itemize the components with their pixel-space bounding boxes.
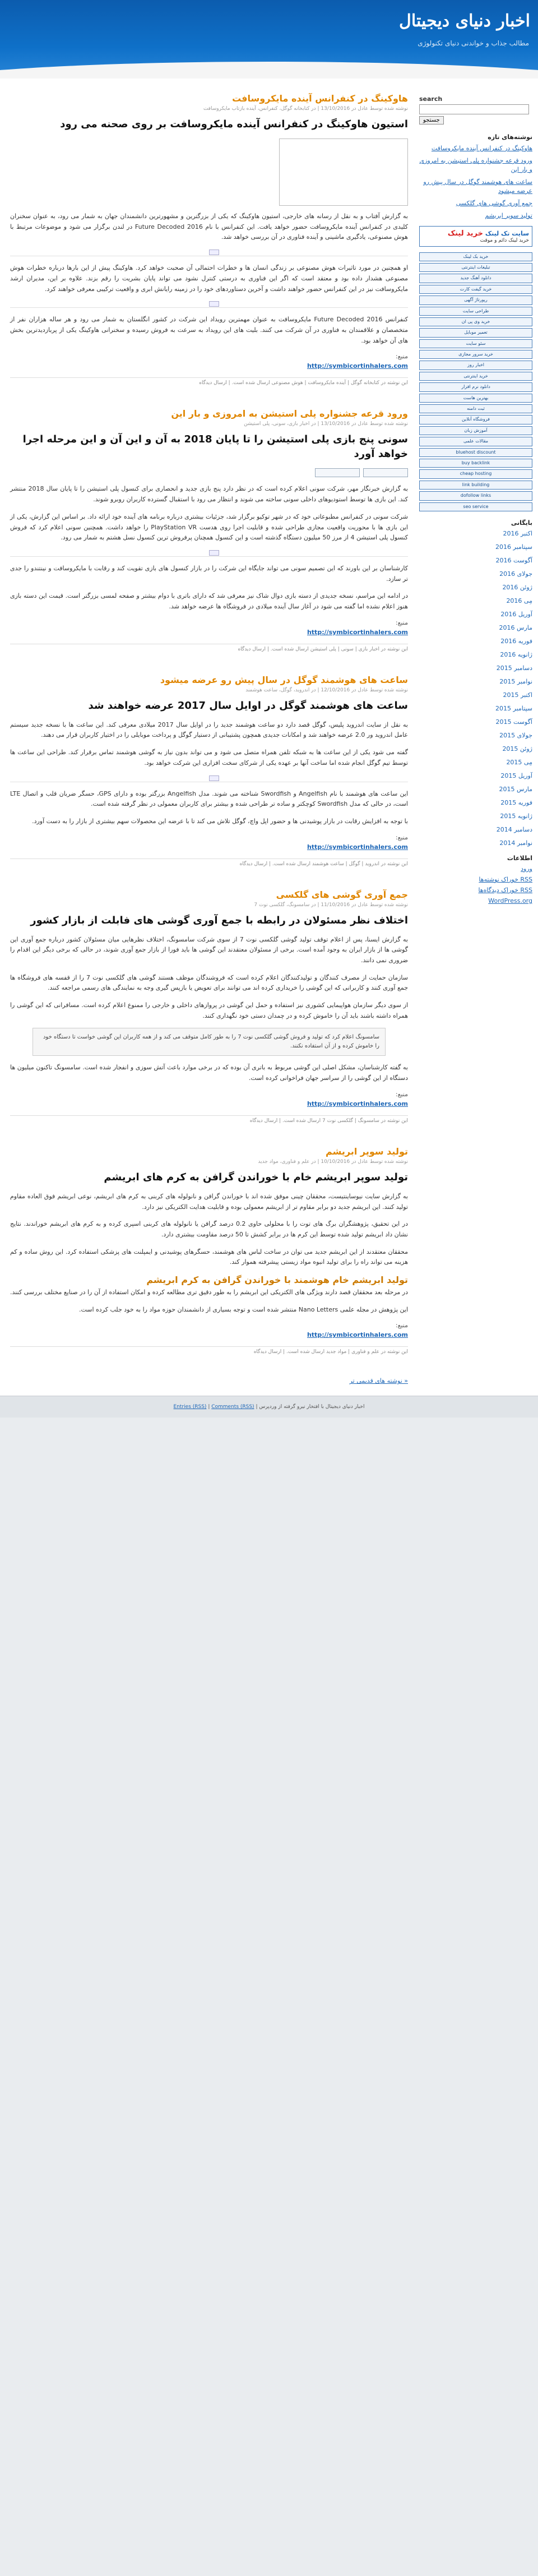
archive-link[interactable]: سپتامبر 2015 [495,704,532,712]
recent-post-item [419,144,532,153]
source-label: منبع: [395,353,408,361]
archive-item [419,691,532,699]
archive-link[interactable]: آوریل 2015 [500,772,532,779]
recent-post-item [419,199,532,208]
info-item [419,897,532,904]
recent-post-link[interactable]: جمع آوری گوشی های گلکسی [456,199,532,207]
post-headline: ساعت های هوشمند گوگل در اوایل سال 2017 عرضه خواهند شد [88,699,408,712]
post-paragraph: به گزارش سایت نیوساینتیست، محققان چینی موفق شده اند با خوراندن گرافن و نانولوله های کربنی به کرم های ابریشم، نوعی ابریشم فوق العاده مقاوم تولید کنند. این ابریشم جدید دو برابر مقاوم تر از ابریشم معمولی بوده و قابلیت هدایت الکتریکی نیز دارد. [10,1192,408,1211]
sponsor-link-button[interactable]: خرید بک لینک [419,252,532,261]
archive-item [419,678,532,685]
info-item [419,887,532,894]
recent-post-link[interactable]: هاوکینگ در کنفرانس آینده مایکروسافت [431,145,532,152]
post-subtitle: تولید ابریشم خام هوشمند با خوراندن گرافن به کرم ابریشم [146,1275,408,1286]
post-footer: این نوشته در علم و فناوری | مواد جدید ارسال شده است. | ارسال دیدگاه [10,1346,408,1355]
archive-link[interactable]: نوامبر 2014 [499,839,532,847]
source-label: منبع: [395,1322,408,1329]
source-link[interactable]: http://symbicortinhalers.com [307,362,408,370]
image-icon [209,550,219,556]
sponsor-link-button[interactable]: ثبت دامنه [419,404,532,413]
post-headline: تولید سوپر ابریشم خام با خوراندن گرافن به کرم های ابریشم [104,1171,408,1183]
site-title[interactable]: اخبار دنیای دیجیتال [399,11,530,31]
archive-link[interactable]: ژوئن 2015 [502,745,532,753]
archive-item [419,664,532,672]
sponsor-link-button[interactable]: buy backlink [419,459,532,468]
post [10,93,408,386]
image-icon [209,301,219,307]
post-paragraph: به گزارش خبرنگار مهر، شرکت سونی اعلام کرده است که در نظر دارد پنج بازی جدید و انحصاری برای کنسول پلی استیشن را تا پایان سال 2018 منتشر کند. این بازی ها توسط استودیوهای داخلی سونی ساخته می شوند و انتظار می رود با استقبال گسترده کاربران روبرو شوند. [10,485,408,504]
login-link[interactable]: ورود [521,865,532,872]
archive-item [419,530,532,537]
sponsor-link-button[interactable]: تعمیر موبایل [419,328,532,337]
post-paragraph: در مرحله بعد محققان قصد دارند ویژگی های الکتریکی این ابریشم را به طور دقیق تری مطالعه کرده و امکان استفاده از آن را در صنایع مختلف بررسی کنند. [10,1289,408,1296]
post-headline: سونی پنج بازی پلی استیشن را تا پایان 2018 به آن و این آن و این مرحله اجرا خواهد آورد [22,433,408,460]
post-title-link[interactable]: ساعت های هوشمند گوگل در سال پیش رو عرضه میشود [160,674,408,685]
rss-posts-link[interactable]: RSS خوراک نوشته‌ها [479,875,532,883]
archive-link[interactable]: ژانویه 2015 [500,812,532,820]
archive-item [419,786,532,793]
recent-post-link[interactable]: ورود قرعه جشنواره پلی استیشن به امروزی و بار این [419,156,532,173]
info-title: اطلاعات [507,854,532,862]
archive-item [419,624,532,631]
sponsor-link-button[interactable]: سئو سایت [419,339,532,348]
entries-rss-link[interactable]: Entries (RSS) [173,1404,207,1410]
older-posts-link[interactable]: « نوشته های قدیمی تر [349,1377,408,1385]
archive-item [419,597,532,604]
recent-post-item [419,211,532,220]
post-paragraph: شرکت سونی در کنفرانس مطبوعاتی خود که در شهر توکیو برگزار شد، جزئیات بیشتری درباره برنامه های آینده خود ارائه داد. بر اساس این گزارش، یکی از این بازی ها با محوریت واقعیت مجازی طراحی شده و قابلیت اجرا روی هدست PlayStation VR را خواهد داشت. همچنین سونی اعلام کرد که فروش کنسول پلی استیشن 4 از مرز 50 میلیون دستگاه گذشته است و این کنسول همچنان پرفروش ترین کنسول نسل هشتم به شمار می رود. [10,513,408,542]
archive-link[interactable]: مارس 2015 [499,785,532,793]
post-meta: نوشته شده توسط عادل در 10/10/2016 | در علم و فناوری، مواد جدید [258,1158,408,1165]
archive-item [419,705,532,712]
sponsor-link-button[interactable]: خرید اینترنتی [419,372,532,381]
inline-image-placeholder [10,775,408,782]
post-paragraph: سازمان حمایت از مصرف کنندگان و تولیدکنندگان اعلام کرده است که فروشندگان موظف هستند گوشی های گلکسی نوت 7 را از قفسه های فروشگاه ها جمع آوری کنند و کاربرانی که این گوشی را خریداری کرده اند می توانند برای تعویض یا بازپس گیری وجه به نمایندگی های رسمی مراجعه کنند. [10,973,408,992]
post-paragraph: به گزارش آفتاب و به نقل از رسانه های خارجی، استیون هاوکینگ که یکی از بزرگترین و مشهورترین دانشمندان جهان به شمار می رود، به عنوان سخنران کلیدی در کنفرانس آینده مایکروسافت حضور خواهد یافت. این کنفرانس با نام Future Decoded 2016 در لندن برگزار می شود و موضوعات مرتبط با هوش مصنوعی، یادگیری ماشینی و آینده فناوری در آن بررسی خواهد شد. [10,213,409,241]
post-paragraph: از سوی دیگر سازمان هواپیمایی کشوری نیز استفاده و حمل این گوشی در پروازهای داخلی و خارجی را ممنوع اعلام کرده است. مسافرانی که این گوشی را همراه داشته باشند باید آن را خاموش کرده و در چمدان دستی خود نگهداری کنند. [10,1001,408,1019]
recent-posts-title: نوشته‌های تازه [488,133,532,141]
inline-image-placeholder [10,250,408,256]
archive-link[interactable]: فوریه 2015 [500,798,532,806]
post-paragraph: با توجه به افزایش رقابت در بازار پوشیدنی ها و حضور اپل واچ، گوگل تلاش می کند تا با عرضه این محصولات سهم بیشتری از بازار را به دست آورد. [32,817,408,825]
archive-item [419,543,532,551]
archive-link[interactable]: سپتامبر 2016 [495,543,532,551]
comments-rss-link[interactable]: Comments (RSS) [211,1404,254,1410]
archive-item [419,557,532,564]
ad-title [423,229,529,238]
main-content [0,90,415,1396]
post-title [10,1146,408,1157]
post-title-link[interactable]: جمع آوری گوشی های گلکسی [276,889,408,900]
post-meta: نوشته شده توسط عادل در 13/10/2016 | در کتابخانه گوگل، کنفرانس، آینده بازتاب مایکروسافت [203,106,408,112]
sponsor-link-button[interactable]: cheap hosting [419,469,532,478]
sponsor-link-button[interactable]: بهترین هاست [419,394,532,403]
post-paragraph: کارشناسان بر این باورند که این تصمیم سونی می تواند جایگاه این شرکت را در بازار کنسول های بازی تقویت کند و رقابت با مایکروسافت و نینتندو را جدی تر سازد. [10,564,408,583]
recent-post-link[interactable]: تولید سوپر ابریشم [485,211,532,219]
archive-item [419,584,532,591]
sponsor-link-button[interactable]: تبلیغات اینترنتی [419,263,532,272]
image-icon [209,250,219,255]
ad-subtitle: خرید لینک دائم و موقت [480,237,529,243]
post-title-link[interactable]: هاوکینگ در کنفرانس آینده مایکروسافت [232,93,408,104]
archive-link[interactable]: اکتبر 2015 [503,691,532,699]
archive-link[interactable]: مِی 2015 [506,758,532,766]
post-meta: نوشته شده توسط عادل در 11/10/2016 | در سامسونگ، گلکسی نوت 7 [254,902,408,908]
sponsor-link-button[interactable]: خرید گیفت کارت [419,285,532,294]
archive-item [419,570,532,578]
sponsor-link-button[interactable]: خرید وی پی ان [419,317,532,326]
archive-link[interactable]: ژوئن 2016 [502,583,532,591]
search-button[interactable]: جستجو [419,116,444,124]
post [10,889,408,1124]
archive-link[interactable]: جولای 2015 [499,731,532,739]
post-paragraph: کنفرانس Future Decoded 2016 مایکروسافت به عنوان مهمترین رویداد این شرکت در کشور انگلستان به شمار می رود و هر ساله هزاران نفر از متخصصان و علاقمندان به فناوری در آن شرکت می کنند. بلیت های این رویداد به سرعت به فروش رسیده و سخنرانی هاوکینگ یکی از پربازدیدترین بخش های آن خواهد بود. [10,316,409,344]
post-paragraph: گفته می شود یکی از این ساعت ها به شبکه تلفن همراه متصل می شود و می تواند بدون نیاز به گوشی هوشمند تماس برقرار کند. طراحی این ساعت ها توسط تیم گوگل انجام شده اما ساخت آنها بر عهده یکی از شرکای سخت افزاری این شرکت خواهد بود. [10,749,408,767]
archive-item [419,638,532,645]
recent-post-item [419,156,532,174]
post-meta: نوشته شده توسط عادل در 12/10/2016 | در اندروید، گوگل، ساعت هوشمند [245,687,408,693]
archive-link[interactable]: آوریل 2016 [500,610,532,618]
archive-item [419,826,532,833]
ad-title-suffix: خرید لینک [447,229,483,238]
archive-link[interactable]: دسامبر 2014 [496,825,532,833]
archive-link[interactable]: ژانویه 2016 [500,650,532,658]
sponsor-link-button[interactable]: اخبار روز [419,361,532,370]
sponsor-link-button[interactable]: رپورتاژ آگهی [419,296,532,304]
post-title [10,889,408,900]
archive-link[interactable]: نوامبر 2015 [499,677,532,685]
archive-link[interactable]: مارس 2016 [499,624,532,631]
post-paragraph: در ادامه این مراسم، نسخه جدیدی از دسته بازی دوال شاک نیز معرفی شد که دارای باتری با دوام بیشتر و صفحه لمسی بزرگتر است. قیمت این دسته بازی هنوز اعلام نشده اما گفته می شود در آغاز سال آینده میلادی در فروشگاه ها عرضه خواهد شد. [10,592,408,610]
source-link[interactable]: http://symbicortinhalers.com [307,628,408,636]
recent-posts-list [419,144,532,220]
post-paragraph: به گفته کارشناسان، مشکل اصلی این گوشی مربوط به باتری آن بوده که در برخی موارد باعث آتش سوزی و انفجار شده است. سامسونگ تاکنون میلیون ها دستگاه از این گوشی را از سراسر جهان فراخوانی کرده است. [10,1064,408,1082]
post-footer: این نوشته در اندروید | گوگل | ساعت هوشمند ارسال شده است. | ارسال دیدگاه [10,858,408,867]
image-icon [363,468,408,477]
info-list [419,865,532,904]
post-footer: این نوشته در کتابخانه گوگل | آینده مایکروسافت | هوش مصنوعی ارسال شده است. | ارسال دیدگاه [10,377,408,386]
archives-title: بایگانی [511,519,532,527]
wordpress-link[interactable]: WordPress.org [488,897,532,904]
site-footer: اخبار دنیای دیجیتال با افتخار نیرو گرفته از وردپرس | Entries (RSS) | Comments (RSS) [0,1396,538,1418]
source-link[interactable]: http://symbicortinhalers.com [307,1331,408,1339]
sponsor-link-button[interactable]: دانلود نرم افزار [419,382,532,391]
post-paragraph: این ساعت های هوشمند با نام Angelfish و Swordfish شناخته می شوند. مدل Angelfish بزرگتر بوده و دارای GPS، حسگر ضربان قلب و اتصال LTE است، در حالی که مدل Swordfish کوچکتر و ساده تر طراحی شده و بیشتر برای کاربران معمولی در نظر گرفته شده است. [10,790,409,808]
archive-link[interactable]: فوریه 2016 [500,637,532,645]
sponsor-link-button[interactable]: دانلود آهنگ جدید [419,274,532,283]
inline-image-placeholder [10,550,408,557]
post [10,675,408,867]
source-label: منبع: [395,1090,408,1098]
ad-box[interactable] [419,226,532,247]
sponsor-link-button[interactable]: خرید سرور مجازی [419,350,532,359]
post-paragraph: او همچنین در مورد تاثیرات هوش مصنوعی بر زندگی انسان ها و خطرات احتمالی آن صحبت خواهد کرد. هاوکینگ پیش از این بارها درباره خطرات هوش مصنوعی هشدار داده بود و معتقد است که اگر این فناوری به درستی کنترل نشود می تواند پایان بشریت را رقم بزند. علاوه بر این، مدیران ارشد مایکروسافت نیز در این کنفرانس حضور خواهند داشت و آخرین دستاوردهای خود را در زمینه رایانش ابری و واقعیت ترکیبی معرفی خواهند کرد. [10,264,408,293]
sponsor-link-button[interactable]: bluehost discount [419,448,532,457]
archive-link[interactable]: مِی 2016 [506,597,532,604]
search-input[interactable] [419,104,529,114]
post-title [10,408,408,419]
image-icon [209,775,219,781]
post-title-link[interactable]: تولید سوپر ابریشم [326,1146,408,1157]
archive-item [419,611,532,618]
post-title [10,93,408,104]
link-buttons [419,252,532,511]
sponsor-link-button[interactable]: آموزش زبان [419,426,532,435]
post-paragraph: به نقل از سایت اندروید پلیس، گوگل قصد دارد دو ساعت هوشمند جدید را در اوایل سال 2017 میلادی معرفی کند. این ساعت ها با نسخه جدید سیستم عامل اندروید ور 2.0 عرضه خواهند شد و امکانات جدیدی همچون پشتیبانی از دستیار گوگل و پرداخت موبایلی را در اختیار کاربران قرار می دهند. [10,721,408,739]
search-label: search [419,95,443,103]
post-footer: این نوشته در سامسونگ | گلکسی نوت 7 ارسال شده است. | ارسال دیدگاه [10,1115,408,1124]
archive-link[interactable]: آگوست 2015 [495,718,532,726]
search-widget [419,95,532,124]
sponsor-link-button[interactable]: seo service [419,502,532,511]
post-title [10,675,408,685]
source-link[interactable]: http://symbicortinhalers.com [307,1100,408,1107]
archive-item [419,799,532,806]
sidebar [415,90,538,1396]
post-paragraph: این پژوهش در مجله علمی Nano Letters منتشر شده است و توجه بسیاری از دانشمندان حوزه مواد را به خود جلب کرده است. [78,1305,408,1313]
sponsor-link-button[interactable]: طراحی سایت [419,307,532,316]
content-wrap [0,79,538,1396]
info-item [419,865,532,872]
info-item [419,876,532,883]
source-link[interactable]: http://symbicortinhalers.com [307,843,408,851]
post [10,1146,408,1355]
archive-link[interactable]: دسامبر 2015 [496,664,532,672]
blockquote: سامسونگ اعلام کرد که تولید و فروش گوشی گلکسی نوت 7 را به طور کامل متوقف می کند و از همه کاربران این گوشی خواست تا دستگاه خود را خاموش کرده و از آن استفاده نکنند. [33,1028,386,1056]
sponsor-link-button[interactable]: dofollow links [419,491,532,500]
source-label: منبع: [395,618,408,626]
post-title-link[interactable]: ورود قرعه جشنواره پلی استیشن به امروزی و بار این [171,408,408,419]
post-footer: این نوشته در اخبار بازی | سونی | پلی استیشن ارسال شده است. | ارسال دیدگاه [10,644,408,652]
site-description: مطالب جذاب و خواندنی دنیای تکنولوژی [418,39,529,47]
archive-link[interactable]: آگوست 2016 [495,556,532,564]
archive-list [419,530,532,847]
ad-title-text: سایت تک لینک [485,229,529,237]
archive-item [419,812,532,820]
archive-link[interactable]: جولای 2016 [499,570,532,578]
archive-item [419,759,532,766]
post-paragraph: محققان معتقدند از این ابریشم جدید می توان در ساخت لباس های هوشمند، حسگرهای پوشیدنی و ایمپلنت های پزشکی استفاده کرد. این روش ساده و کم هزینه می تواند راه را برای تولید انبوه مواد زیستی پیشرفته هموار کند. [10,1248,408,1266]
archive-link[interactable]: اکتبر 2016 [503,529,532,537]
post-headline: اختلاف نظر مسئولان در رابطه با جمع آوری گوشی های فابلت از بازار کشور [30,914,408,926]
post-paragraph: به گزارش ایسنا، پس از اعلام توقف تولید گوشی گلکسی نوت 7 از سوی شرکت سامسونگ، اختلاف نظرهایی میان مسئولان کشور درباره جمع آوری این گوشی ها از بازار ایران به وجود آمده است. برخی از مسئولان معتقدند این گوشی ها باید فورا از بازار جمع آوری شوند، در حالی که برخی دیگر این اقدام را ضروری نمی دانند. [10,935,408,964]
sponsor-link-button[interactable]: مقالات علمی [419,437,532,446]
post [10,408,408,652]
archive-item [419,745,532,753]
post-paragraph: در این تحقیق، پژوهشگران برگ های توت را با محلولی حاوی 0.2 درصد گرافن یا نانولوله های کربنی اسپری کرده و به کرم های ابریشم خوراندند. نتایج نشان داد ابریشم تولید شده توسط این کرم ها در برابر کشش تا 50 درصد مقاومت بیشتری دارد. [10,1220,408,1238]
inline-image-placeholder [10,301,408,308]
image-icon [315,468,360,477]
recent-post-link[interactable]: ساعت های هوشمند گوگل در سال پیش رو عرضه میشود [423,178,532,195]
sponsor-link-button[interactable]: link building [419,481,532,490]
rss-comments-link[interactable]: RSS خوراک دیدگاه‌ها [478,886,532,894]
post-meta: نوشته شده توسط عادل در 13/10/2016 | در اخبار بازی، سونی، پلی استیشن [244,421,408,427]
recent-post-item [419,178,532,196]
archive-item [419,718,532,726]
source-label: منبع: [395,833,408,841]
archive-item [419,772,532,779]
archive-item [419,651,532,658]
image-strip [10,468,408,477]
sponsor-link-button[interactable]: فروشگاه آنلاین [419,415,532,424]
footer-text: اخبار دنیای دیجیتال با افتخار نیرو گرفته از وردپرس [259,1404,365,1410]
archive-item [419,839,532,847]
post-headline: استیون هاوکینگ در کنفرانس آینده مایکروسافت بر روی صحنه می رود [60,118,408,130]
site-header [0,0,538,79]
post-image [279,139,408,206]
archive-item [419,732,532,739]
